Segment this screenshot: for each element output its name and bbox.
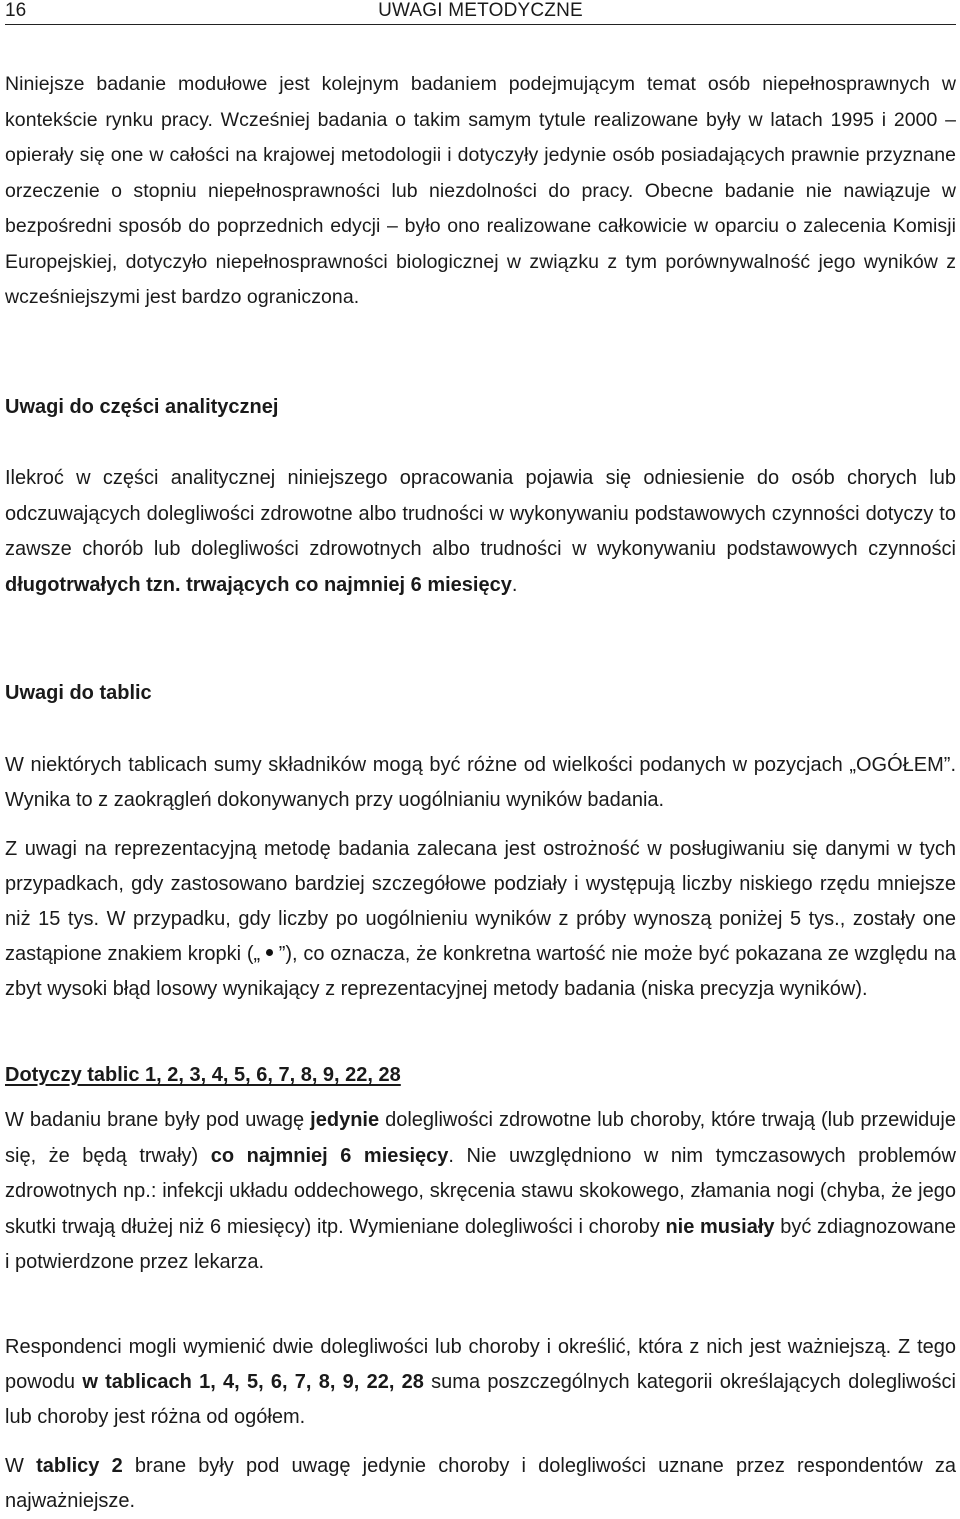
tl-p2-b: w tablicach 1, 4, 5, 6, 7, 8, 9, 22, 28 [82,1371,424,1393]
tl-p1-c: dolegliwości zdrowotne lub choroby, które trwają (lub przewiduje się, że będą trwały) [5,1109,956,1167]
analytic-text-a: Ilekroć w części analitycznej niniejszego opracowania pojawia się odniesienie do osób chorych lub odczuwających dolegliwości zdrowotne albo trudności w wykonywaniu podstawowych czynności dotyczy to zawsze chorób lub dolegliwości zdrowotnych albo trudności w wykonywaniu podstawowych czynności [5,467,956,560]
tl-p1-e: . Nie uwzględniono w nim tymczasowych problemów zdrowotnych np.: infekcji układu oddechowego, skręcenia stawu skokowego, złamania nogi (chyba, że jego skutki trwają dłużej niż 6 miesięcy) itp. Wymieniane dolegliwości i choroby [5,1144,956,1238]
tables-para2-text-a: Z uwagi na reprezentacyjną metodę badania zalecana jest ostrożność w posługiwaniu się danymi w tych przypadkach, gdy zastosowano bardziej szczegółowe podziały i występują liczby niskiego rzędu mniejsze niż 15 tys. W przypadku, gdy liczby po uogólnieniu wyników z próby wynoszą poniżej 5 tys., zostały one zastąpione znakiem kropki ( [5,838,956,965]
tables-heading: Uwagi do tablic [5,682,152,704]
tables-list-paragraph-1 [5,1103,956,1281]
analytic-bold-a: długotrwałych tzn. trwających co najmniej 6 miesięcy [5,573,512,596]
analytic-paragraph [5,461,956,603]
tl-p1-f: nie musiały [665,1215,775,1238]
intro-text-b: Obecne badanie nie nawiązuje w bezpośredni sposób do poprzednich edycji – było ono realizowane całkowicie w oparciu o zalecenia Komisji Europejskiej, dotyczyło niepełnosprawności biologicznej w związku z tym porównywalność jego wyników z wcześniejszymi jest bardzo ograniczona. [5,179,956,308]
dot-open-quote: „ [253,943,261,965]
tl-p1-b: jedynie [310,1109,380,1131]
tl-p3-a: W [5,1455,37,1477]
tables-paragraph-2 [5,832,956,1007]
tl-p2-c: suma poszczególnych kategorii określających dolegliwości lub choroby jest różna od ogółem. [5,1371,956,1428]
tl-p3-c: brane były pod uwagę jedynie choroby i dolegliwości uznane przez respondentów za najważniejsze. [5,1455,956,1512]
intro-paragraph [5,67,956,316]
tables-para2-text-b: ), co oznacza, że konkretna wartość nie może być pokazana ze względu na zbyt wysoki błąd losowy wynikający z reprezentacyjnej metody badania (niska precyzja wyników). [5,943,956,1000]
tl-p2-a: Respondenci mogli wymienić dwie dolegliwości lub choroby i określić, która z nich jest ważniejszą. Z tego powodu [5,1336,956,1393]
dot-symbol-icon [266,949,273,956]
tables-list-paragraph-3 [5,1449,956,1519]
intro-text-a: Niniejsze badanie modułowe jest kolejnym badaniem podejmującym temat osób niepełnosprawnych w kontekście rynku pracy. Wcześniej badania o takim samym tytule realizowane były w latach 1995 i 2000 – opierały się one w całości na krajowej metodologii i dotyczyły jedynie osób posiadających prawnie przyznane orzeczenie o stopniu niepełnosprawności lub niezdolności do pracy. [5,73,956,202]
tables-paragraph-1: W niektórych tablicach sumy składników mogą być różne od wielkości podanych w pozycjach „OGÓŁEM”. Wynika to z zaokrągleń dokonywanych przy uogólnianiu wyników badania. [5,754,956,811]
tl-p1-d: co najmniej 6 miesięcy [210,1144,449,1167]
tables-list-heading: Dotyczy tablic 1, 2, 3, 4, 5, 6, 7, 8, 9, 22, 28 [5,1064,401,1086]
dot-sample [254,943,286,965]
running-title: UWAGI METODYCZNE [378,0,583,21]
page-header [5,0,956,25]
tables-list-paragraph-2 [5,1330,956,1435]
tl-p1-g: być zdiagnozowane i potwierdzone przez lekarza. [5,1215,957,1274]
analytic-text-b: . [511,573,518,596]
page-number: 16 [5,0,27,21]
dot-close-quote: ” [278,943,286,965]
tl-p3-b: tablicy 2 [36,1455,123,1477]
analytic-heading: Uwagi do części analitycznej [5,396,279,418]
tl-p1-a: W badaniu brane były pod uwagę [5,1109,311,1131]
